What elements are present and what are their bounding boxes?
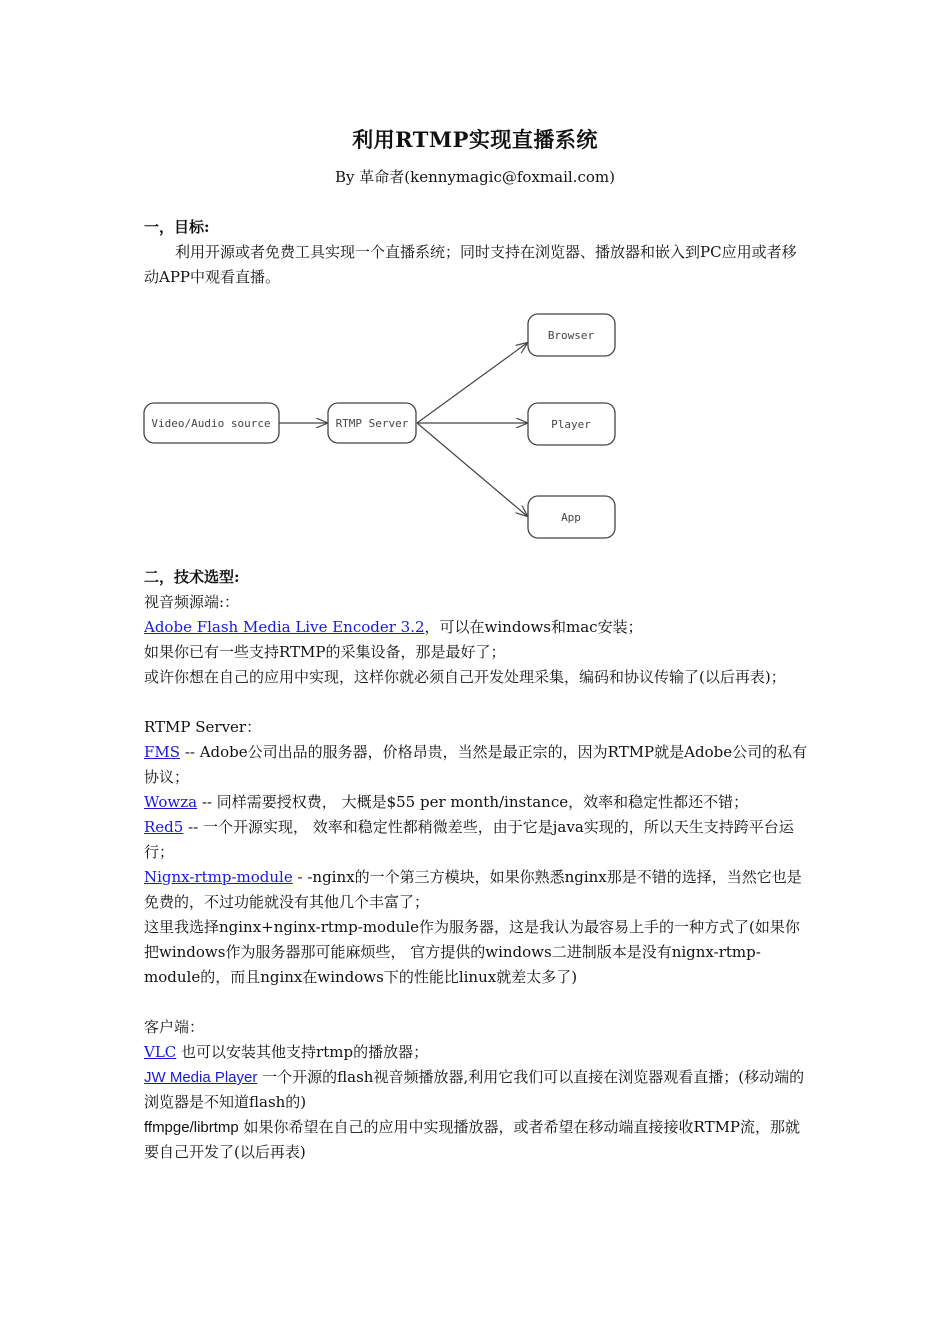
server-choice-paragraph: 这里我选择nginx+nginx-rtmp-module作为服务器，这是我认为最容易上手的一种方式了(如果你把windows作为服务器那可能麻烦些， 官方提供的windows二进制版本是没有nignx-rtmp-module的，而且nginx在windows下的性能比linux就差太多了) bbox=[144, 918, 800, 986]
client-label: 客户端： bbox=[144, 1018, 205, 1036]
diagram-app-label: App bbox=[561, 511, 581, 524]
arrow-server-to-browser bbox=[417, 343, 527, 423]
section-tech bbox=[144, 565, 809, 1165]
diagram-source-label: Video/Audio source bbox=[151, 417, 271, 430]
section-goal bbox=[144, 215, 809, 290]
red5-link[interactable]: Red5 bbox=[144, 818, 184, 836]
vlc-link[interactable]: VLC bbox=[144, 1043, 177, 1061]
jw-text: 一个开源的flash视音频播放器,利用它我们可以直接在浏览器观看直播；(移动端的浏览器是不知道flash的) bbox=[144, 1068, 805, 1111]
diagram-browser-label: Browser bbox=[547, 329, 595, 342]
jw-player-link[interactable]: JW Media Player bbox=[144, 1069, 258, 1086]
nginx-rtmp-link[interactable]: Nignx-rtmp-module bbox=[144, 868, 293, 886]
fms-link[interactable]: FMS bbox=[144, 743, 181, 761]
fms-line bbox=[144, 740, 809, 790]
own-app-line: 或许你想在自己的应用中实现，这样你就必须自己开发处理采集，编码和协议传输了(以后再表)； bbox=[144, 668, 786, 686]
jw-line bbox=[144, 1065, 809, 1115]
section-tech-heading: 二，技术选型: bbox=[144, 568, 240, 586]
nginx-text: - -nginx的一个第三方模块，如果你熟悉nginx那是不错的选择，当然它也是免费的，不过功能就没有其他几个丰富了； bbox=[144, 868, 802, 911]
afmle-line bbox=[144, 615, 809, 640]
afmle-text: ，可以在windows和mac安装； bbox=[424, 618, 643, 636]
vlc-line bbox=[144, 1040, 809, 1065]
architecture-diagram bbox=[140, 308, 620, 543]
ffmpeg-label: ffmpge/librtmp bbox=[144, 1119, 239, 1136]
wowza-link[interactable]: Wowza bbox=[144, 793, 198, 811]
wowza-line bbox=[144, 790, 809, 815]
ffmpeg-line bbox=[144, 1115, 809, 1165]
rtmp-server-label: RTMP Server： bbox=[144, 718, 262, 736]
diagram-player-label: Player bbox=[551, 418, 591, 431]
red5-text: -- 一个开源实现， 效率和稳定性都稍微差些，由于它是java实现的，所以天生支持跨平台运行； bbox=[144, 818, 794, 861]
video-source-label: 视音频源端:： bbox=[144, 593, 240, 611]
vlc-text: 也可以安装其他支持rtmp的播放器； bbox=[176, 1043, 429, 1061]
arrow-server-to-app bbox=[417, 423, 527, 516]
wowza-text: -- 同样需要授权费， 大概是$55 per month/instance，效率和稳定性都还不错； bbox=[197, 793, 749, 811]
red5-line bbox=[144, 815, 809, 865]
document-title: 利用RTMP实现直播系统 bbox=[352, 127, 598, 152]
rtmp-device-line: 如果你已有一些支持RTMP的采集设备，那是最好了； bbox=[144, 643, 506, 661]
section-goal-body: 利用开源或者免费工具实现一个直播系统；同时支持在浏览器、播放器和嵌入到PC应用或者移动APP中观看直播。 bbox=[144, 243, 797, 286]
nginx-line bbox=[144, 865, 809, 915]
fms-text: -- Adobe公司出品的服务器，价格昂贵，当然是最正宗的，因为RTMP就是Adobe公司的私有协议； bbox=[144, 743, 808, 786]
section-goal-heading: 一，目标: bbox=[144, 218, 210, 236]
afmle-link[interactable]: Adobe Flash Media Live Encoder 3.2 bbox=[144, 618, 425, 636]
diagram-server-label: RTMP Server bbox=[335, 417, 409, 430]
author-byline: By 革命者(kennymagic@foxmail.com) bbox=[335, 168, 615, 186]
ffmpeg-text: 如果你希望在自己的应用中实现播放器，或者希望在移动端直接接收RTMP流，那就要自己开发了(以后再表) bbox=[144, 1118, 801, 1161]
